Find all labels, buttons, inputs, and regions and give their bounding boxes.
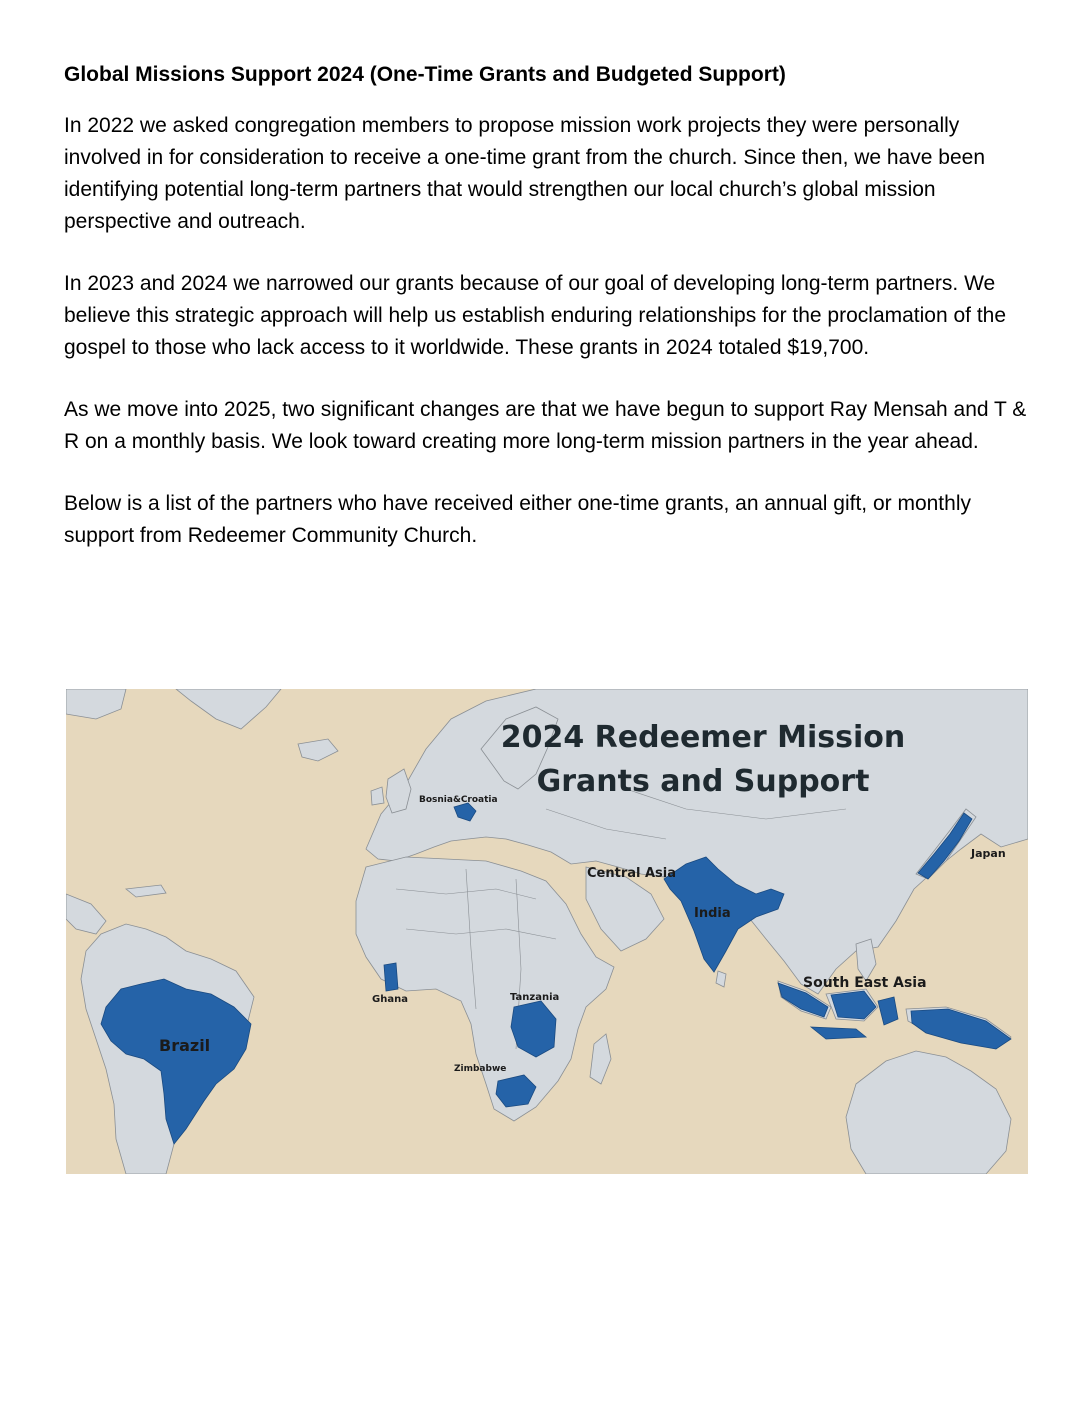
paragraph-partners: Below is a list of the partners who have received either one-time grants, an annual gift, or monthly support from Redeemer Community Church. bbox=[64, 492, 971, 547]
label-central-asia: Central Asia bbox=[587, 866, 677, 881]
paragraph-2025: As we move into 2025, two significant changes are that we have begun to support Ray Mensah and T & R on a monthly basis. We look toward creating more long-term mission partners in the year ahead. bbox=[64, 398, 1027, 453]
label-bosnia-croatia: Bosnia&Croatia bbox=[419, 795, 498, 805]
paragraph-strategy: In 2023 and 2024 we narrowed our grants because of our goal of developing long-term partners. We believe this strategic approach will help us establish enduring relationships for the proclamation of the gospel to those who lack access to it worldwide. These grants in 2024 totaled $19,700. bbox=[64, 272, 1007, 359]
label-japan: Japan bbox=[971, 847, 1006, 860]
label-india: India bbox=[694, 906, 731, 921]
label-tanzania: Tanzania bbox=[510, 992, 560, 1003]
mission-map bbox=[66, 689, 1028, 1174]
map-title-line1: 2024 Redeemer Mission bbox=[500, 720, 906, 755]
document-title: Global Missions Support 2024 (One-Time Grants and Budgeted Support) bbox=[64, 63, 786, 86]
world-map-graphic bbox=[66, 689, 1028, 1174]
paragraph-intro: In 2022 we asked congregation members to propose mission work projects they were personally involved in for consideration to receive a one-time grant from the church. Since then, we have been identifying potential long-term partners that would strengthen our local church’s global mission perspective and outreach. bbox=[64, 114, 986, 233]
document-body bbox=[64, 60, 1034, 582]
region-ghana bbox=[384, 963, 398, 991]
label-zimbabwe: Zimbabwe bbox=[454, 1064, 507, 1074]
map-title-line2: Grants and Support bbox=[536, 764, 870, 799]
label-ghana: Ghana bbox=[372, 994, 408, 1005]
label-brazil: Brazil bbox=[159, 1036, 211, 1055]
label-south-east-asia: South East Asia bbox=[803, 975, 927, 991]
